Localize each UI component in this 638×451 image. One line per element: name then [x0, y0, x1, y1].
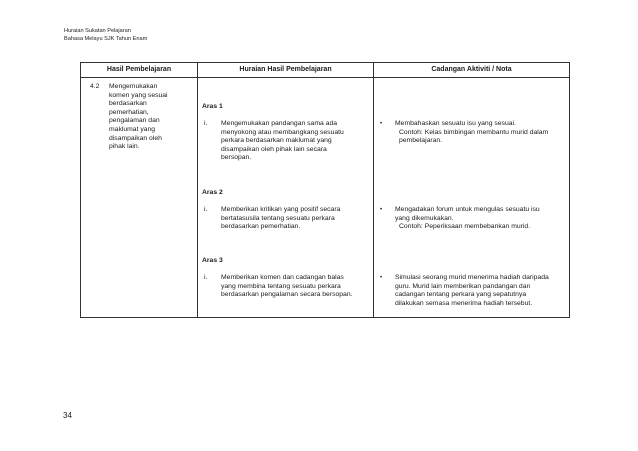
level-1-example: Contoh: Kelas bimbingan membantu murid dalam pembelajaran. — [399, 128, 549, 145]
column-header-learning-outcome: Hasil Pembelajaran — [81, 63, 198, 78]
table-row — [81, 78, 570, 318]
level-3-activity-text: Simulasi seorang murid menerima hadiah daripada guru. Murid lain memberikan pandangan dan cadangan tentang perkara yang sepatutnya dilakukan semasa menerima hadiah tersebut. — [395, 274, 549, 307]
level-1-description: Mengemukakan pandangan sama ada menyokong atau membangkang sesuatu perkara berdasarkan maklumat yang disampaikan oleh pihak lain secara bersopan. — [221, 120, 344, 162]
outcome-description-cell — [198, 78, 374, 318]
page-number: 34 — [63, 411, 72, 420]
level-3-activity — [395, 274, 553, 308]
level-3-title: Aras 3 — [202, 257, 223, 264]
level-2-example: Contoh: Peperiksaan membebankan murid. — [399, 223, 531, 231]
level-2-description: Memberikan kritikan yang positif secara bertatasusila tentang sesuatu perkara berdasarkan pemerhatian. — [221, 206, 341, 231]
learning-outcome-text: Mengemukakan komen yang sesuai berdasarkan pemerhatian, pengalaman dan maklumat yang disampaikan oleh pihak lain. — [109, 83, 168, 151]
level-3-bullet: • — [380, 275, 383, 281]
document-header — [64, 27, 147, 43]
level-2-activity — [395, 206, 553, 232]
header-title: Huraian Sukatan Pelajaran — [64, 28, 131, 34]
column-header-activity-notes: Cadangan Aktiviti / Nota — [374, 63, 570, 78]
level-1-title: Aras 1 — [202, 103, 223, 110]
activity-notes-cell — [374, 78, 570, 318]
learning-outcome-cell — [81, 78, 198, 318]
level-2-activity-text: Mengadakan forum untuk mengulas sesuatu isu yang dikemukakan. — [395, 206, 540, 222]
level-2-numeral: i. — [204, 206, 208, 213]
header-subtitle: Bahasa Melayu SJK Tahun Enam — [64, 36, 148, 42]
level-1-activity-text: Membahaskan sesuatu isu yang sesuai. — [395, 120, 516, 127]
column-header-outcome-description: Huraian Hasil Pembelajaran — [198, 63, 374, 78]
level-3-numeral: i. — [204, 274, 208, 281]
level-2-title: Aras 2 — [202, 189, 223, 196]
level-1-bullet: • — [380, 121, 383, 127]
level-3-description: Memberikan komen dan cadangan balas yang membina tentang sesuatu perkara berdasarkan pengalaman secara bersopan. — [221, 274, 353, 299]
table-header-row — [81, 63, 570, 78]
syllabus-table — [80, 62, 570, 318]
level-1-activity — [395, 120, 553, 146]
level-2-bullet: • — [380, 207, 383, 213]
learning-outcome-number: 4.2 — [90, 83, 100, 90]
level-1-numeral: i. — [204, 120, 208, 127]
